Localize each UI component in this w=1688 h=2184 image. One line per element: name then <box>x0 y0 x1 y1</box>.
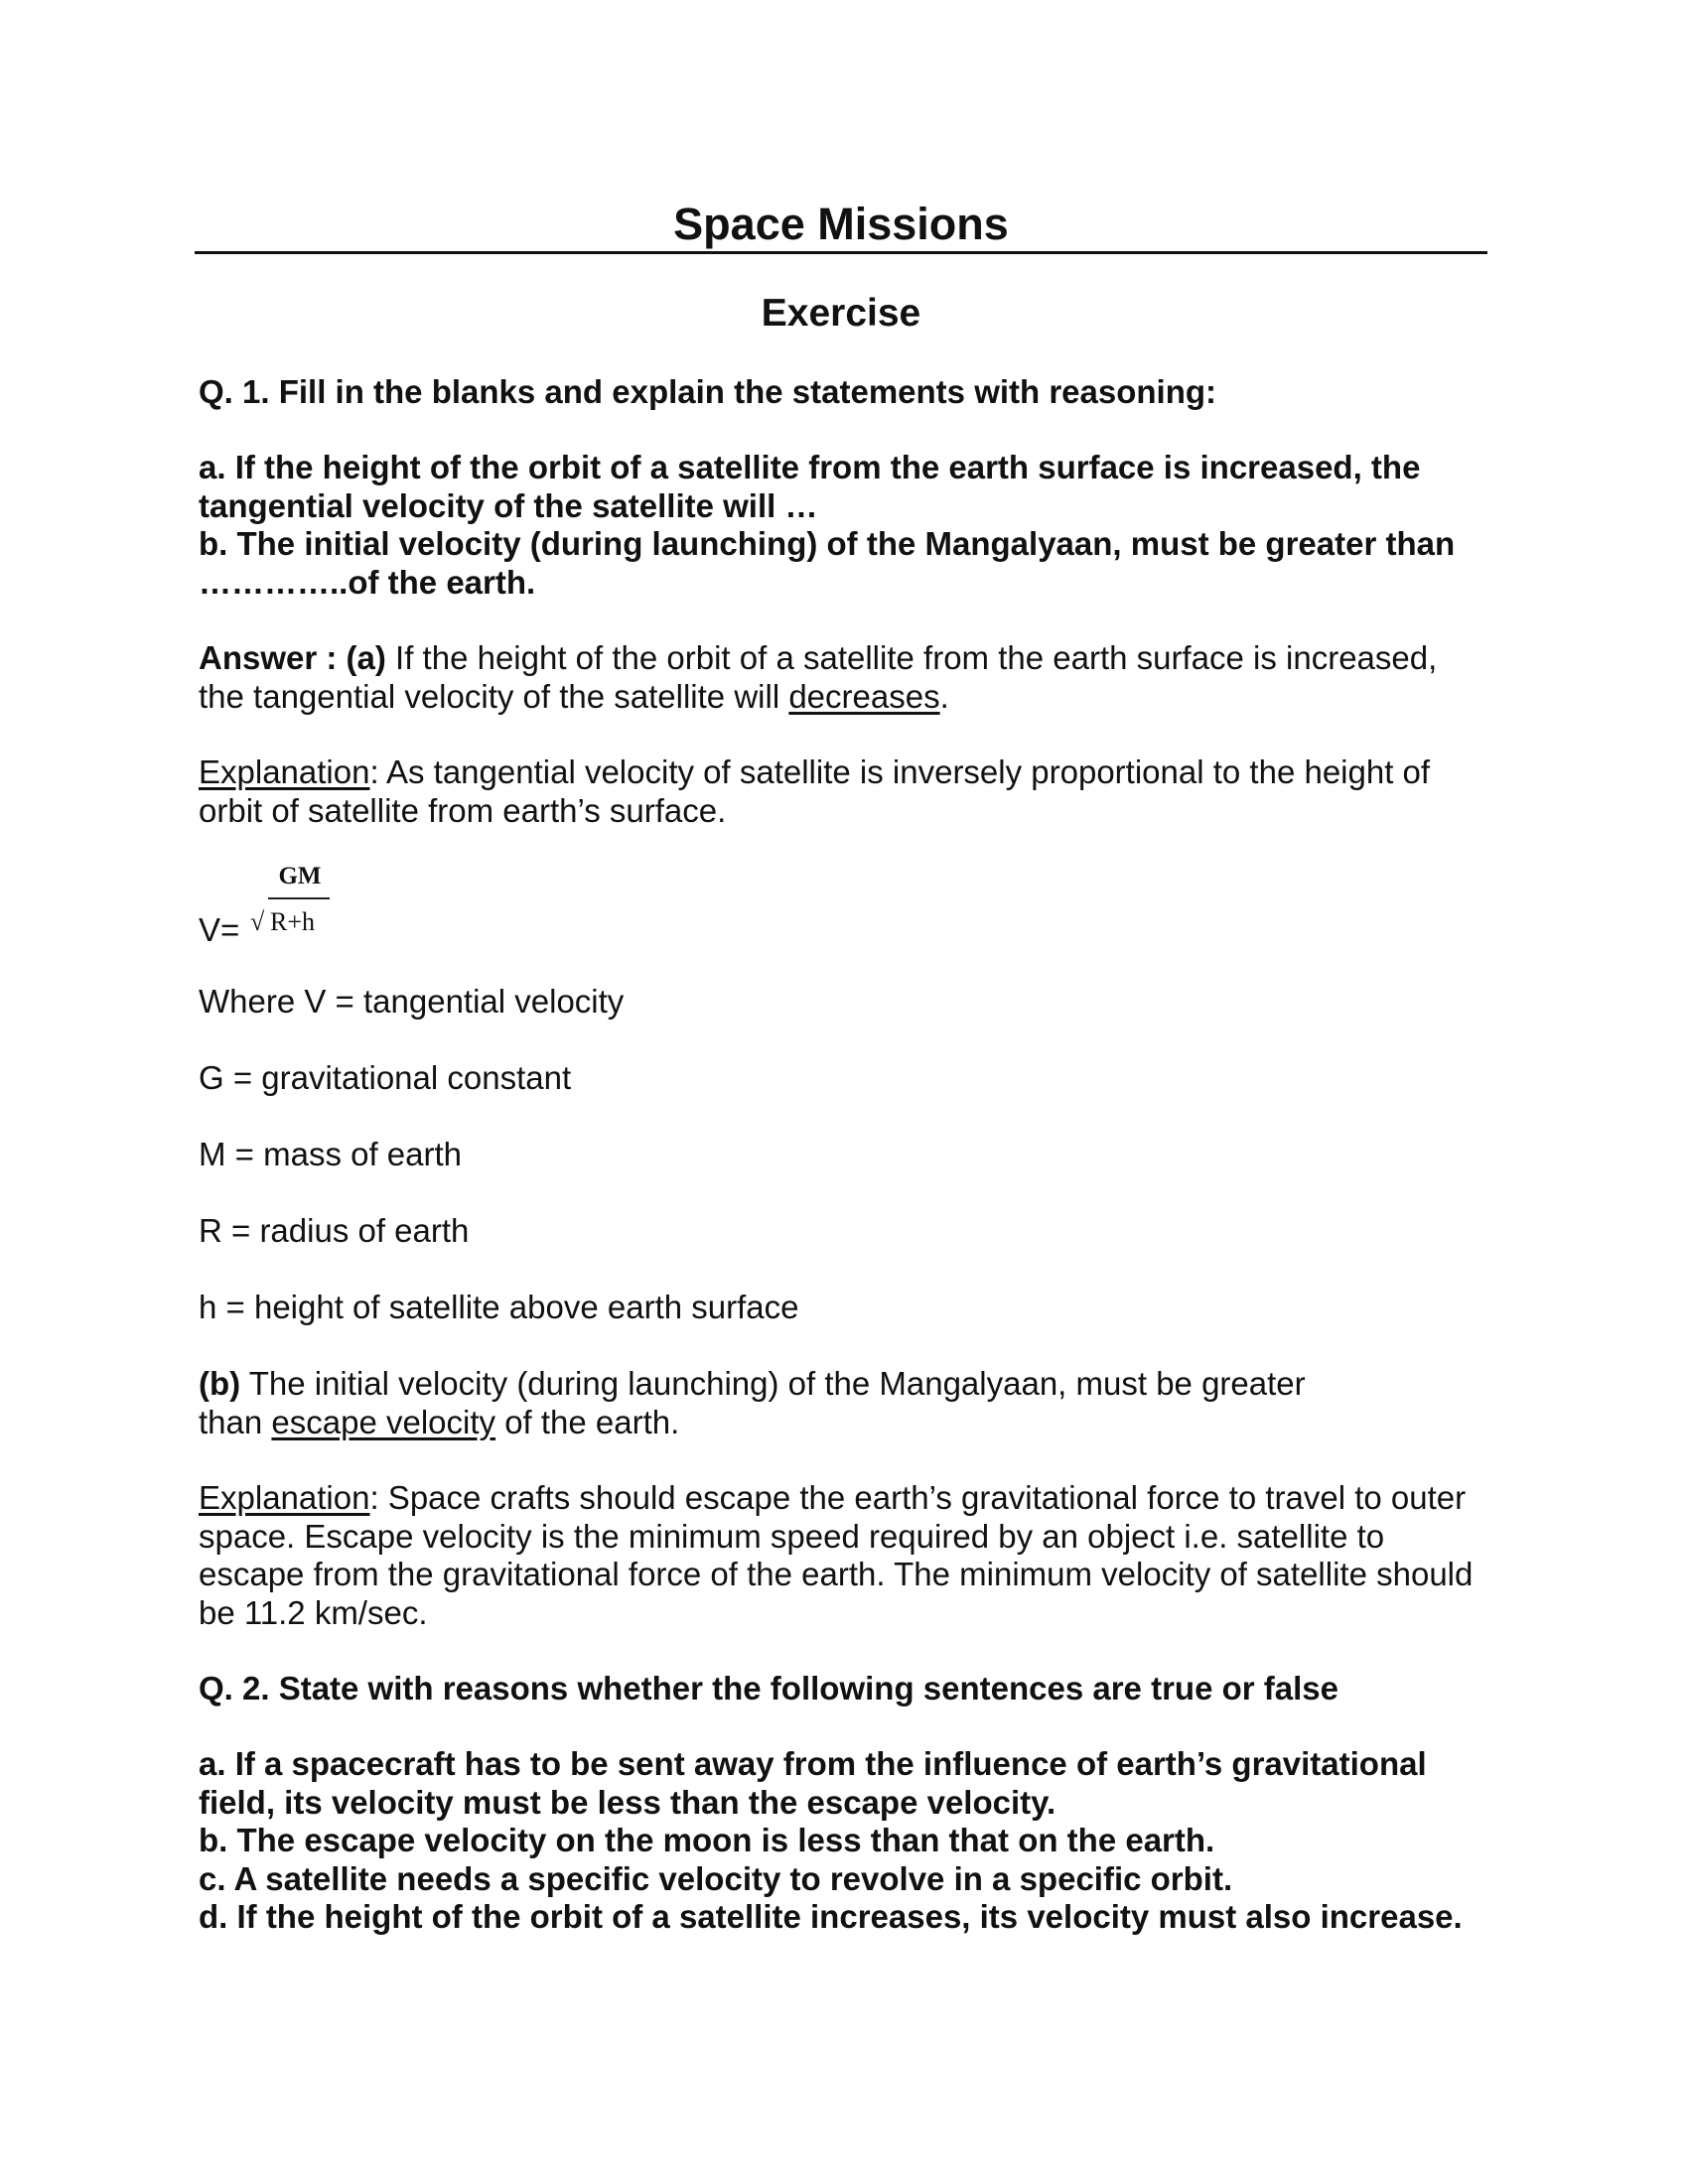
answer-a-label: Answer : (a) <box>199 639 386 676</box>
definition-m: M = mass of earth <box>199 1136 463 1172</box>
q2-statement-c: c. A satellite needs a specific velocity to revolve in a specific orbit. <box>199 1859 1233 1897</box>
answer-b-text-pre: than <box>199 1403 272 1440</box>
answer-a-paragraph <box>199 639 1489 716</box>
q2-statement-d: d. If the height of the orbit of a satellite increases, its velocity must also increase. <box>199 1898 1463 1935</box>
explanation-a-label: Explanation <box>199 753 370 790</box>
explanation-b-paragraph <box>199 1479 1489 1632</box>
question-1-heading: Q. 1. Fill in the blanks and explain the statements with reasoning: <box>199 373 1217 410</box>
formula-denominator: R+h <box>270 907 316 936</box>
explanation-b-line4: be 11.2 km/sec. <box>199 1593 428 1631</box>
section-heading-exercise: Exercise <box>761 292 921 335</box>
q1-statement-b-line1: b. The initial velocity (during launching) of the Mangalyaan, must be greater than <box>199 525 1456 562</box>
answer-b-label: (b) <box>199 1365 241 1402</box>
q2-statement-a-line1: a. If a spacecraft has to be sent away from the influence of earth’s gravitational <box>199 1745 1427 1782</box>
page-title: Space Missions <box>673 199 1009 249</box>
answer-a-text-line1: If the height of the orbit of a satellite from the earth surface is increased, <box>385 639 1438 676</box>
formula-fraction-bar <box>268 897 330 899</box>
question-2-statements <box>199 1745 1489 1937</box>
formula-radical-sign: √ <box>250 907 265 936</box>
definition-v: Where V = tangential velocity <box>199 983 625 1020</box>
answer-b-blank-answer: escape velocity <box>271 1403 496 1440</box>
answer-a-blank-answer: decreases <box>788 677 940 715</box>
explanation-a-paragraph <box>199 753 1489 830</box>
explanation-b-line1: : Space crafts should escape the earth’s gravitational force to travel to outer <box>369 1479 1467 1516</box>
formula-numerator: GM <box>278 863 322 889</box>
answer-a-text-line2: the tangential velocity of the satellite will <box>199 677 789 715</box>
q1-statement-a-line2: tangential velocity of the satellite will … <box>199 486 818 524</box>
definition-r: R = radius of earth <box>199 1212 470 1249</box>
answer-b-text-post: of the earth. <box>495 1403 680 1440</box>
q1-statement-b-line2: …………..of the earth. <box>199 563 536 601</box>
answer-a-end: . <box>939 677 949 715</box>
question-2-heading: Q. 2. State with reasons whether the following sentences are true or false <box>199 1670 1338 1706</box>
q2-statement-b: b. The escape velocity on the moon is less than that on the earth. <box>199 1822 1215 1858</box>
velocity-formula <box>199 862 556 951</box>
explanation-a-line1: : As tangential velocity of satellite is inversely proportional to the height of <box>369 753 1431 790</box>
definition-h: h = height of satellite above earth surface <box>199 1289 799 1325</box>
title-underline-rule <box>195 251 1487 254</box>
explanation-b-line3: escape from the gravitational force of the earth. The minimum velocity of satellite should <box>199 1556 1474 1592</box>
explanation-b-line2: space. Escape velocity is the minimum speed required by an object i.e. satellite to <box>199 1517 1385 1555</box>
formula-lhs: V= <box>199 911 240 948</box>
q2-statement-a-line2: field, its velocity must be less than the escape velocity. <box>199 1783 1056 1821</box>
definition-g: G = gravitational constant <box>199 1059 572 1096</box>
question-1-statements <box>199 449 1489 602</box>
explanation-a-line2: orbit of satellite from earth’s surface. <box>199 791 727 829</box>
answer-b-paragraph <box>199 1365 1489 1441</box>
q1-statement-a-line1: a. If the height of the orbit of a satellite from the earth surface is increased, the <box>199 449 1421 485</box>
explanation-b-label: Explanation <box>199 1479 370 1516</box>
answer-b-text-line1: The initial velocity (during launching) of the Mangalyaan, must be greater <box>240 1365 1306 1402</box>
